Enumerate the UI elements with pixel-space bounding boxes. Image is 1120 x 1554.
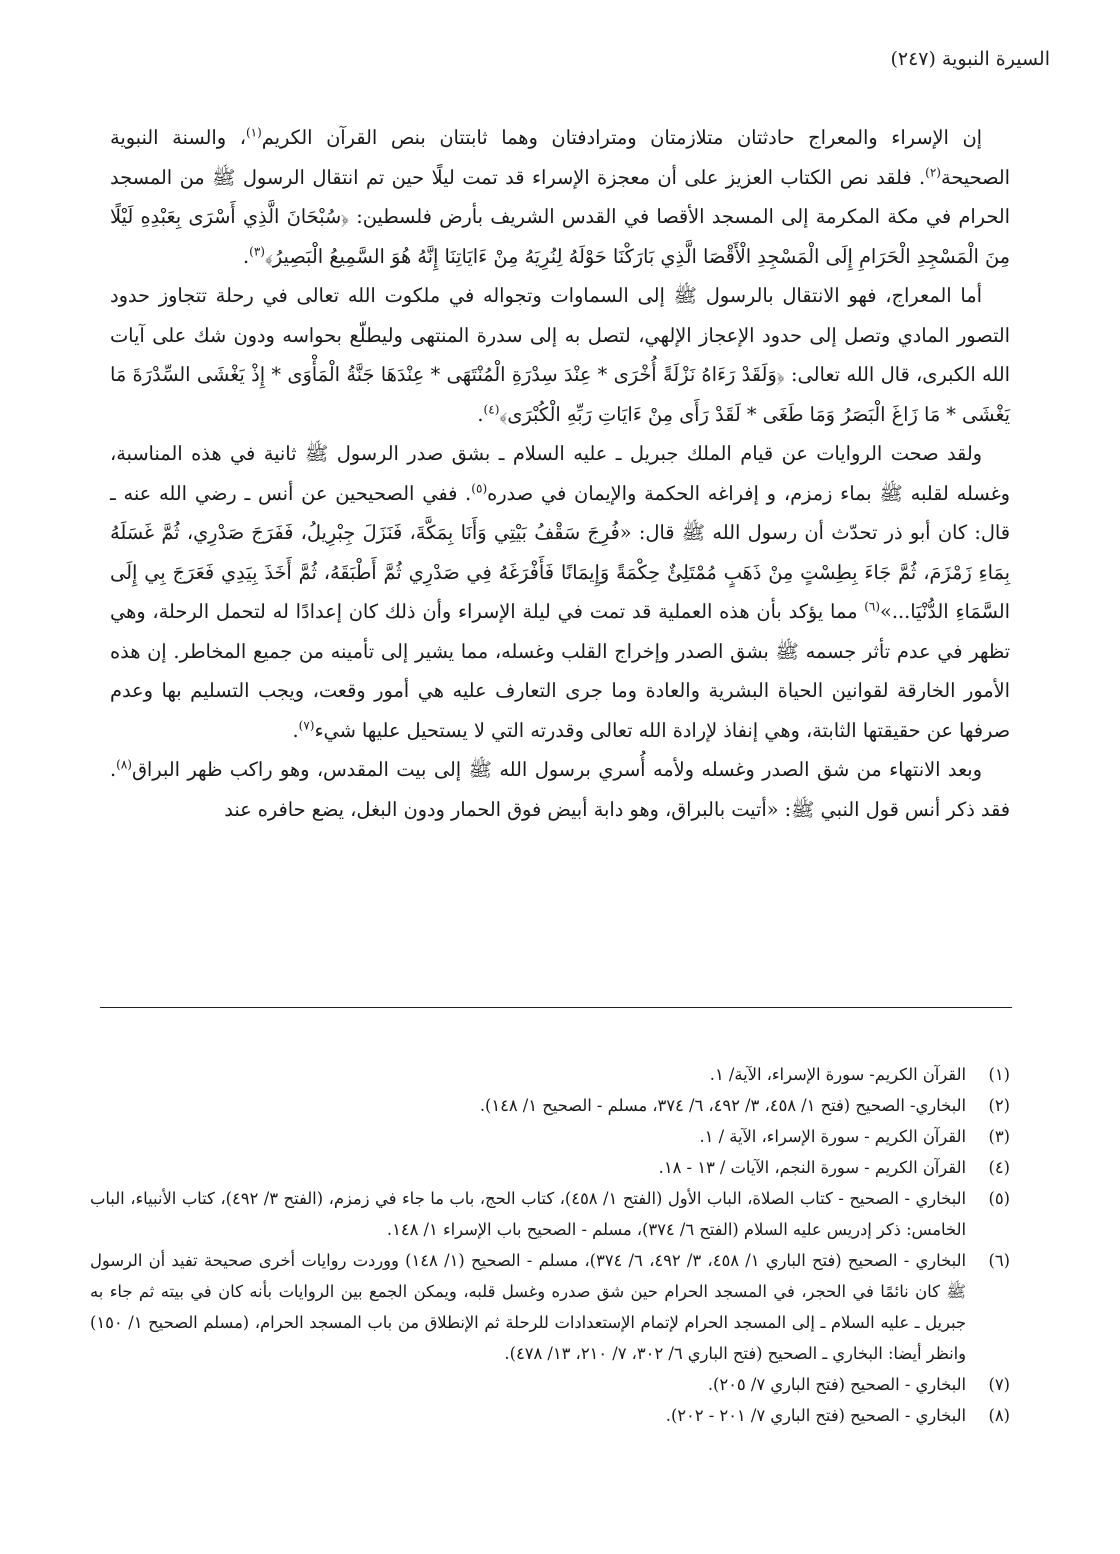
footnote-text: القرآن الكريم - سورة الإسراء، الآية / ١. (699, 1127, 966, 1146)
footnote (90, 1400, 1010, 1431)
paragraph (110, 276, 1010, 434)
text-run: ولقد صحت الروايات عن قيام الملك جبريل ـ عليه السلام ـ بشق صدر الرسول ﷺ ثانية في هذه المناسبة، وغسله لقلبه ﷺ بماء زمزم، و إفراغه الحكمة والإيمان في صدره (110, 442, 1010, 505)
footnote (90, 1090, 1010, 1121)
footnote (90, 1245, 1010, 1369)
footnote-divider (100, 1007, 1012, 1008)
text-run: إن الإسراء والمعراج حادثتان متلازمتان ومترادفتان وهما ثابتتان بنص القرآن الكريم (261, 126, 982, 149)
footnote-text: البخاري - الصحيح (فتح الباري ٧/ ٢٠١ - ٢٠٢). (665, 1406, 966, 1425)
text-run: أما المعراج، فهو الانتقال بالرسول ﷺ إلى السماوات وتجواله في ملكوت الله تعالى في رحلة تتجاوز حدود التصور المادي وتصل إلى حدود الإعجاز الإلهي، لتصل به إلى سدرة المنتهى وليطلّع بحواسه ودون شك على آيات الله الكبرى، قال الله تعالى: (110, 284, 1010, 386)
footnote (90, 1059, 1010, 1090)
footnote-number: (٤) (988, 1158, 1010, 1177)
footnote-reference: (٢) (925, 165, 941, 180)
text-run: . ففي الصحيحين عن أنس ـ رضي الله عنه ـ قال: كان أبو ذر تحدّث أن رسول الله ﷺ قال: «فُرِجَ سَقْفُ بَيْتِي وَأَنَا بِمَكَّةَ، فَنَزَلَ جِبْرِيلُ، فَفَرَجَ صَدْرِي، ثُمَّ غَسَلَهُ بِمَاءِ زَمْزَمَ، ثُمَّ جَاءَ بِطِسْتٍ مِنْ ذَهَبٍ مُمْتَلِئٌ حِكْمَةً وَإِيمَانًا فَأَفْرَغَهُ فِي صَدْرِي ثُمَّ أَطْبَقَهُ، ثُمَّ أَخَذَ بِيَدِي فَعَرَجَ بِي إِلَى السَّمَاءِ الدُّنْيَا...» (110, 481, 1010, 623)
footnote-number: (٣) (988, 1127, 1010, 1146)
footnote-text: القرآن الكريم - سورة النجم، الآيات / ١٣ - ١٨. (658, 1158, 966, 1177)
text-run: . فلقد نص الكتاب العزيز على أن معجزة الإسراء قد تمت ليلًا حين تم انتقال الرسول ﷺ من المسجد الحرام في مكة المكرمة إلى المسجد الأقصا في القدس الشريف بأرض فلسطين: (110, 165, 1010, 228)
footnote-reference: (١) (245, 125, 262, 140)
footnote (90, 1369, 1010, 1400)
text-run: ، والسنة النبوية الصحيحة (110, 126, 1010, 189)
footnote-number: (٢) (988, 1096, 1010, 1115)
paragraph (110, 750, 1010, 829)
running-header: السيرة النبوية (٢٤٧) (890, 48, 1050, 70)
footnote-text: البخاري - الصحيح (فتح الباري ١/ ٤٥٨، ٣/ ٤٩٢، ٦/ ٣٧٤)، مسلم - الصحيح (١/ ١٤٨) ووردت روايات أخرى صحيحة تفيد أن الرسول ﷺ كان نائمًا في الحجر، في المسجد الحرام حين شق صدره وغسل قلبه، ويمكن الجمع بين الروايات بأنه كان في بيته ثم جاء به جبريل ـ عليه السلام ـ إلى المسجد الحرام لإتمام الإستعدادات للرحلة ثم الإنطلاق من باب المسجد الحرام، (مسلم الصحيح ١/ ١٥٠) وانظر أيضا: البخاري ـ الصحيح (فتح الباري ٦/ ٣٠٢، ٧/ ٢١٠، ١٣/ ٤٧٨). (90, 1251, 967, 1363)
footnote-reference: (٥) (471, 481, 488, 496)
quran-quote: ﴿سُبْحَانَ الَّذِي أَسْرَى بِعَبْدِهِ لَيْلًا مِنَ الْمَسْجِدِ الْحَرَامِ إِلَى الْمَسْجِدِ الْأَقْصَا الَّذِي بَارَكْنَا حَوْلَهُ لِنُرِيَهُ مِنْ ءَايَاتِنَا إِنَّهُ هُوَ السَّمِيعُ الْبَصِيرُ﴾ (110, 205, 1010, 268)
footnote-number: (٧) (988, 1375, 1010, 1394)
footnotes (90, 1059, 1010, 1431)
footnote-reference: (٣) (249, 244, 265, 259)
text-run: . (242, 244, 250, 268)
footnote-number: (٥) (988, 1189, 1010, 1208)
footnote-text: البخاري - الصحيح - كتاب الصلاة، الباب الأول (الفتح ١/ ٤٥٨)، كتاب الحج، باب ما جاء في زمزم، (الفتح ٣/ ٤٩٢)، كتاب الأنبياء، الباب الخامس: ذكر إدريس عليه السلام (الفتح ٦/ ٣٧٤)، مسلم - الصحيح باب الإسراء ١/ ١٤٨. (90, 1189, 967, 1239)
footnote-number: (٦) (988, 1251, 1010, 1270)
footnote-reference: (٤) (483, 402, 500, 417)
footnote-reference: (٦) (864, 599, 881, 614)
footnote (90, 1152, 1010, 1183)
footnote-reference: (٨) (116, 757, 132, 772)
footnote (90, 1121, 1010, 1152)
footnote-text: البخاري- الصحيح (فتح ١/ ٤٥٨، ٣/ ٤٩٢، ٦/ ٣٧٤، مسلم - الصحيح ١/ ١٤٨). (479, 1096, 966, 1115)
footnote-number: (٨) (988, 1406, 1010, 1425)
text-run: . فقد ذكر أنس قول النبي ﷺ: «أتيت بالبراق، وهو دابة أبيض فوق الحمار ودون البغل، يضع حافره عند (110, 758, 1010, 821)
text-run: مما يؤكد بأن هذه العملية قد تمت في ليلة الإسراء وأن ذلك كان إعدادًا له لتحمل الرحلة، وهي تظهر في عدم تأثر جسمه ﷺ بشق الصدر وإخراج القلب وغسله، مما يشير إلى تأمينه من جميع المخاطر. إن هذه الأمور الخارقة لقوانين الحياة البشرية والعادة وما جرى التعارف عليه هي أمور وقعت، ويجب التسليم بها وعدم صرفها عن حقيقتها الثابتة، وهي إنفاذ لإرادة الله تعالى وقدرته التي لا يستحيل عليها شيء (110, 600, 1010, 742)
footnote-reference: (٧) (298, 718, 315, 733)
text-run: وبعد الانتهاء من شق الصدر وغسله ولأمه أُسري برسول الله ﷺ إلى بيت المقدس، وهو راكب ظهر البراق (131, 758, 982, 781)
footnote-number: (١) (988, 1065, 1010, 1084)
footnote-text: القرآن الكريم- سورة الإسراء، الآية/ ١. (709, 1065, 966, 1084)
footnote (90, 1183, 1010, 1245)
quran-quote: ﴿وَلَقَدْ رَءَاهُ نَزْلَةً أُخْرَى * عِنْدَ سِدْرَةِ الْمُنْتَهَى * عِنْدَهَا جَنَّةُ الْمَأْوَى * إِذْ يَغْشَى السِّدْرَةَ مَا يَغْشَى * مَا زَاغَ الْبَصَرُ وَمَا طَغَى * لَقَدْ رَأَى مِنْ ءَايَاتِ رَبِّهِ الْكُبْرَى﴾ (110, 363, 1010, 426)
paragraph (110, 434, 1010, 750)
text-run: . (292, 718, 299, 742)
footnote-text: البخاري - الصحيح (فتح الباري ٧/ ٢٠٥). (707, 1375, 966, 1394)
paragraph (110, 118, 1010, 276)
text-run: . (477, 402, 484, 426)
main-text (110, 118, 1010, 829)
